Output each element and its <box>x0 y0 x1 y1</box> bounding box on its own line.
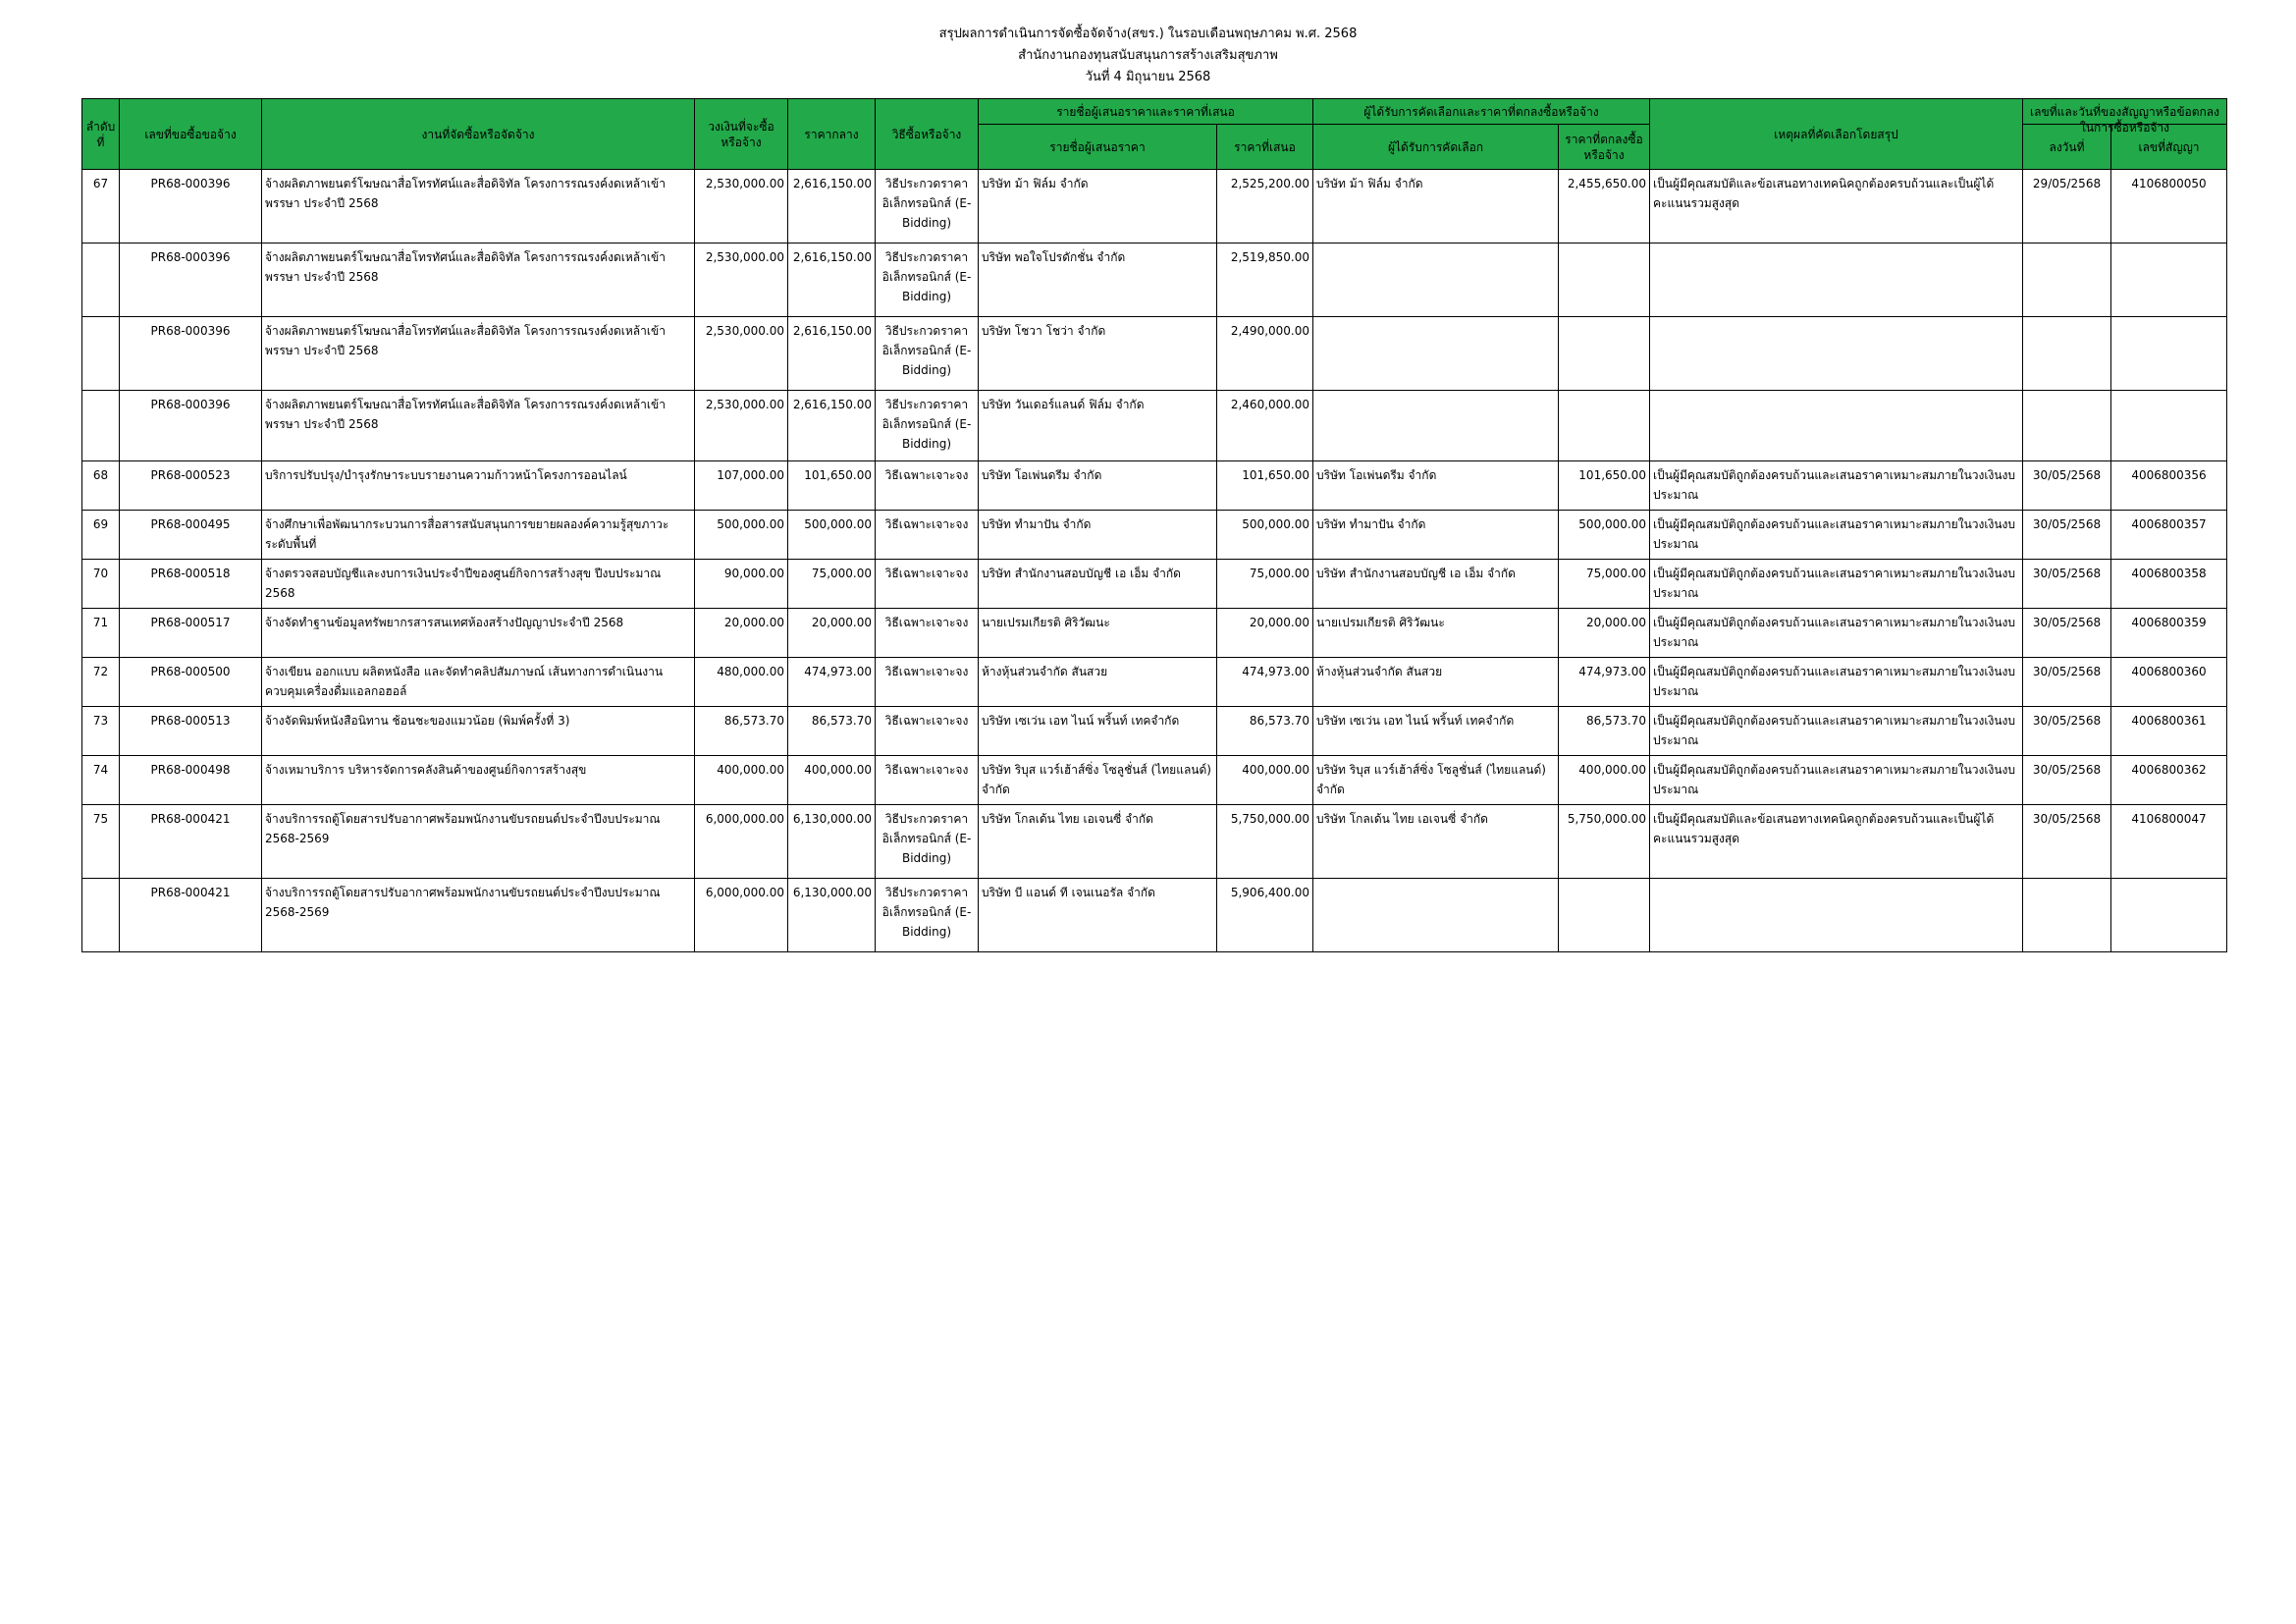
cell-date: 30/05/2568 <box>2023 756 2111 805</box>
cell-date <box>2023 879 2111 952</box>
cell-agreed <box>1559 244 1650 317</box>
cell-bidder: ห้างหุ้นส่วนจำกัด สันสวย <box>979 658 1217 707</box>
cell-work: จ้างเขียน ออกแบบ ผลิตหนังสือ และจัดทำคลิปสัมภาษณ์ เส้นทางการดำเนินงานควบคุมเครื่องดื่มแอลกอฮอล์ <box>262 658 695 707</box>
cell-selected: บริษัท เซเว่น เอท ไนน์ พริ้นท์ เทคจำกัด <box>1313 707 1559 756</box>
cell-method: วิธีประกวดราคาอิเล็กทรอนิกส์ (E-Bidding) <box>876 244 979 317</box>
cell-selected: ห้างหุ้นส่วนจำกัด สันสวย <box>1313 658 1559 707</box>
cell-pr: PR68-000396 <box>120 391 262 461</box>
cell-work: จ้างผลิตภาพยนตร์โฆษณาสื่อโทรทัศน์และสื่อดิจิทัล โครงการรณรงค์งดเหล้าเข้าพรรษา ประจำปี 2568 <box>262 170 695 244</box>
cell-date: 30/05/2568 <box>2023 805 2111 879</box>
col-selected-group <box>1313 99 1650 125</box>
cell-seq: 71 <box>82 609 120 658</box>
cell-budget: 90,000.00 <box>695 560 788 609</box>
table-row <box>82 511 2227 560</box>
cell-date: 30/05/2568 <box>2023 511 2111 560</box>
cell-seq: 73 <box>82 707 120 756</box>
cell-contract <box>2111 244 2227 317</box>
cell-bid: 500,000.00 <box>1217 511 1313 560</box>
cell-method: วิธีเฉพาะเจาะจง <box>876 609 979 658</box>
cell-reason <box>1650 317 2023 391</box>
cell-budget: 500,000.00 <box>695 511 788 560</box>
cell-seq: 67 <box>82 170 120 244</box>
cell-date <box>2023 317 2111 391</box>
cell-contract: 4106800050 <box>2111 170 2227 244</box>
cell-selected: บริษัท ม้า ฟิล์ม จำกัด <box>1313 170 1559 244</box>
cell-bid: 2,519,850.00 <box>1217 244 1313 317</box>
cell-reason: เป็นผู้มีคุณสมบัติถูกต้องครบถ้วนและเสนอราคาเหมาะสมภายในวงเงินงบประมาณ <box>1650 756 2023 805</box>
cell-pr: PR68-000421 <box>120 879 262 952</box>
cell-agreed: 20,000.00 <box>1559 609 1650 658</box>
cell-method: วิธีเฉพาะเจาะจง <box>876 461 979 511</box>
cell-bidder: บริษัท โกลเด้น ไทย เอเจนซี่ จำกัด <box>979 805 1217 879</box>
cell-agreed: 101,650.00 <box>1559 461 1650 511</box>
cell-bidder: บริษัท วันเดอร์แลนด์ ฟิล์ม จำกัด <box>979 391 1217 461</box>
cell-bidder: นายเปรมเกียรติ ศิริวัฒนะ <box>979 609 1217 658</box>
cell-reason <box>1650 879 2023 952</box>
cell-work: จ้างจัดทำฐานข้อมูลทรัพยากรสารสนเทศห้องสร้างปัญญาประจำปี 2568 <box>262 609 695 658</box>
cell-reason: เป็นผู้มีคุณสมบัติถูกต้องครบถ้วนและเสนอราคาเหมาะสมภายในวงเงินงบประมาณ <box>1650 560 2023 609</box>
cell-reason: เป็นผู้มีคุณสมบัติถูกต้องครบถ้วนและเสนอราคาเหมาะสมภายในวงเงินงบประมาณ <box>1650 658 2023 707</box>
cell-budget: 6,000,000.00 <box>695 805 788 879</box>
cell-budget: 2,530,000.00 <box>695 170 788 244</box>
cell-bid: 101,650.00 <box>1217 461 1313 511</box>
cell-selected: บริษัท โกลเด้น ไทย เอเจนซี่ จำกัด <box>1313 805 1559 879</box>
cell-date <box>2023 391 2111 461</box>
col-contract-group <box>2023 99 2227 135</box>
cell-work: จ้างบริการรถตู้โดยสารปรับอากาศพร้อมพนักงานขับรถยนต์ประจำปีงบประมาณ 2568-2569 <box>262 879 695 952</box>
cell-bidder: บริษัท โอเพ่นดรีม จำกัด <box>979 461 1217 511</box>
col-seq: ลำดับที่ <box>82 99 120 170</box>
table-row <box>82 244 2227 317</box>
col-date: ลงวันที่ <box>2023 125 2111 170</box>
cell-reason: เป็นผู้มีคุณสมบัติถูกต้องครบถ้วนและเสนอราคาเหมาะสมภายในวงเงินงบประมาณ <box>1650 609 2023 658</box>
cell-pr: PR68-000518 <box>120 560 262 609</box>
cell-method: วิธีประกวดราคาอิเล็กทรอนิกส์ (E-Bidding) <box>876 391 979 461</box>
cell-reason: เป็นผู้มีคุณสมบัติและข้อเสนอทางเทคนิคถูกต้องครบถ้วนและเป็นผู้ได้คะแนนรวมสูงสุด <box>1650 805 2023 879</box>
cell-date: 30/05/2568 <box>2023 560 2111 609</box>
cell-median: 2,616,150.00 <box>788 317 876 391</box>
cell-pr: PR68-000396 <box>120 170 262 244</box>
cell-bid: 2,490,000.00 <box>1217 317 1313 391</box>
cell-date: 30/05/2568 <box>2023 707 2111 756</box>
cell-agreed: 2,455,650.00 <box>1559 170 1650 244</box>
col-median: ราคากลาง <box>788 99 876 170</box>
cell-bid: 474,973.00 <box>1217 658 1313 707</box>
col-method: วิธีซื้อหรือจ้าง <box>876 99 979 170</box>
cell-budget: 107,000.00 <box>695 461 788 511</box>
report-date: วันที่ 4 มิถุนายน 2568 <box>1085 70 1211 84</box>
table-row <box>82 391 2227 461</box>
cell-pr: PR68-000498 <box>120 756 262 805</box>
cell-work: จ้างเหมาบริการ บริหารจัดการคลังสินค้าของศูนย์กิจการสร้างสุข <box>262 756 695 805</box>
cell-bidder: บริษัท ริบุส แวร์เฮ้าส์ซิ่ง โซลูชั่นส์ (ไทยแลนด์) จำกัด <box>979 756 1217 805</box>
cell-pr: PR68-000513 <box>120 707 262 756</box>
table-row <box>82 560 2227 609</box>
col-bid-price: ราคาที่เสนอ <box>1217 125 1313 170</box>
cell-seq <box>82 317 120 391</box>
cell-seq: 74 <box>82 756 120 805</box>
cell-selected: บริษัท ริบุส แวร์เฮ้าส์ซิ่ง โซลูชั่นส์ (ไทยแลนด์) จำกัด <box>1313 756 1559 805</box>
cell-method: วิธีเฉพาะเจาะจง <box>876 511 979 560</box>
cell-bid: 5,906,400.00 <box>1217 879 1313 952</box>
cell-bid: 75,000.00 <box>1217 560 1313 609</box>
cell-budget: 400,000.00 <box>695 756 788 805</box>
cell-seq <box>82 391 120 461</box>
cell-seq: 69 <box>82 511 120 560</box>
cell-agreed: 86,573.70 <box>1559 707 1650 756</box>
cell-work: จ้างตรวจสอบบัญชีและงบการเงินประจำปีของศูนย์กิจการสร้างสุข ปีงบประมาณ 2568 <box>262 560 695 609</box>
cell-work: จ้างผลิตภาพยนตร์โฆษณาสื่อโทรทัศน์และสื่อดิจิทัล โครงการรณรงค์งดเหล้าเข้าพรรษา ประจำปี 2568 <box>262 391 695 461</box>
cell-method: วิธีประกวดราคาอิเล็กทรอนิกส์ (E-Bidding) <box>876 805 979 879</box>
cell-reason <box>1650 391 2023 461</box>
cell-budget: 20,000.00 <box>695 609 788 658</box>
cell-median: 6,130,000.00 <box>788 805 876 879</box>
cell-date: 30/05/2568 <box>2023 658 2111 707</box>
cell-bidder: บริษัท สำนักงานสอบบัญชี เอ เอ็ม จำกัด <box>979 560 1217 609</box>
cell-median: 75,000.00 <box>788 560 876 609</box>
cell-median: 101,650.00 <box>788 461 876 511</box>
cell-pr: PR68-000396 <box>120 317 262 391</box>
cell-reason: เป็นผู้มีคุณสมบัติถูกต้องครบถ้วนและเสนอราคาเหมาะสมภายในวงเงินงบประมาณ <box>1650 707 2023 756</box>
cell-median: 20,000.00 <box>788 609 876 658</box>
cell-bidder: บริษัท เซเว่น เอท ไนน์ พริ้นท์ เทคจำกัด <box>979 707 1217 756</box>
cell-contract: 4006800362 <box>2111 756 2227 805</box>
table-row <box>82 609 2227 658</box>
table-row <box>82 317 2227 391</box>
cell-bid: 400,000.00 <box>1217 756 1313 805</box>
cell-budget: 2,530,000.00 <box>695 391 788 461</box>
cell-agreed <box>1559 391 1650 461</box>
cell-reason: เป็นผู้มีคุณสมบัติถูกต้องครบถ้วนและเสนอราคาเหมาะสมภายในวงเงินงบประมาณ <box>1650 461 2023 511</box>
cell-median: 2,616,150.00 <box>788 391 876 461</box>
cell-selected <box>1313 317 1559 391</box>
cell-pr: PR68-000396 <box>120 244 262 317</box>
agency-name: สำนักงานกองทุนสนับสนุนการสร้างเสริมสุขภาพ <box>1018 48 1278 63</box>
cell-bidder: บริษัท ม้า ฟิล์ม จำกัด <box>979 170 1217 244</box>
col-reason: เหตุผลที่คัดเลือกโดยสรุป <box>1650 99 2023 170</box>
table-row <box>82 658 2227 707</box>
table-row <box>82 170 2227 244</box>
table-row <box>82 756 2227 805</box>
cell-budget: 2,530,000.00 <box>695 244 788 317</box>
table-row <box>82 461 2227 511</box>
cell-work: จ้างผลิตภาพยนตร์โฆษณาสื่อโทรทัศน์และสื่อดิจิทัล โครงการรณรงค์งดเหล้าเข้าพรรษา ประจำปี 2568 <box>262 317 695 391</box>
col-work: งานที่จัดซื้อหรือจัดจ้าง <box>262 99 695 170</box>
cell-date: 29/05/2568 <box>2023 170 2111 244</box>
col-agreed-price: ราคาที่ตกลงซื้อหรือจ้าง <box>1559 125 1650 170</box>
cell-median: 2,616,150.00 <box>788 170 876 244</box>
cell-bidder: บริษัท บี แอนด์ ที เจนเนอรัล จำกัด <box>979 879 1217 952</box>
col-bidder-group: รายชื่อผู้เสนอราคาและราคาที่เสนอ <box>979 99 1313 125</box>
cell-agreed: 400,000.00 <box>1559 756 1650 805</box>
cell-median: 500,000.00 <box>788 511 876 560</box>
cell-pr: PR68-000495 <box>120 511 262 560</box>
col-contract-group-label: เลขที่และวันที่ของสัญญาหรือข้อตกลงในการซื้อหรือจ้าง <box>2030 104 2220 135</box>
cell-bidder: บริษัท โชวา โชว่า จำกัด <box>979 317 1217 391</box>
cell-method: วิธีประกวดราคาอิเล็กทรอนิกส์ (E-Bidding) <box>876 879 979 952</box>
report-title-block <box>0 24 2296 88</box>
cell-agreed: 474,973.00 <box>1559 658 1650 707</box>
cell-method: วิธีเฉพาะเจาะจง <box>876 756 979 805</box>
table-row <box>82 879 2227 952</box>
cell-reason <box>1650 244 2023 317</box>
cell-method: วิธีเฉพาะเจาะจง <box>876 707 979 756</box>
col-contract-no: เลขที่สัญญา <box>2111 125 2227 170</box>
cell-date: 30/05/2568 <box>2023 609 2111 658</box>
cell-work: จ้างผลิตภาพยนตร์โฆษณาสื่อโทรทัศน์และสื่อดิจิทัล โครงการรณรงค์งดเหล้าเข้าพรรษา ประจำปี 2568 <box>262 244 695 317</box>
cell-budget: 2,530,000.00 <box>695 317 788 391</box>
cell-method: วิธีเฉพาะเจาะจง <box>876 560 979 609</box>
cell-contract: 4106800047 <box>2111 805 2227 879</box>
table-body <box>82 170 2227 952</box>
cell-agreed <box>1559 879 1650 952</box>
cell-reason: เป็นผู้มีคุณสมบัติและข้อเสนอทางเทคนิคถูกต้องครบถ้วนและเป็นผู้ได้คะแนนรวมสูงสุด <box>1650 170 2023 244</box>
header-row-1 <box>82 99 2227 125</box>
cell-work: จ้างบริการรถตู้โดยสารปรับอากาศพร้อมพนักงานขับรถยนต์ประจำปีงบประมาณ 2568-2569 <box>262 805 695 879</box>
cell-date <box>2023 244 2111 317</box>
cell-seq <box>82 244 120 317</box>
cell-selected: บริษัท สำนักงานสอบบัญชี เอ เอ็ม จำกัด <box>1313 560 1559 609</box>
cell-contract: 4006800360 <box>2111 658 2227 707</box>
cell-seq: 70 <box>82 560 120 609</box>
procurement-table <box>81 98 2227 952</box>
cell-contract: 4006800361 <box>2111 707 2227 756</box>
cell-bidder: บริษัท พอใจโปรดักชั่น จำกัด <box>979 244 1217 317</box>
cell-selected <box>1313 391 1559 461</box>
cell-bid: 5,750,000.00 <box>1217 805 1313 879</box>
table-row <box>82 805 2227 879</box>
cell-method: วิธีประกวดราคาอิเล็กทรอนิกส์ (E-Bidding) <box>876 317 979 391</box>
cell-bid: 86,573.70 <box>1217 707 1313 756</box>
cell-seq <box>82 879 120 952</box>
cell-selected: บริษัท ทำมาปัน จำกัด <box>1313 511 1559 560</box>
cell-contract <box>2111 879 2227 952</box>
col-budget: วงเงินที่จะซื้อหรือจ้าง <box>695 99 788 170</box>
table-row <box>82 707 2227 756</box>
cell-contract: 4006800357 <box>2111 511 2227 560</box>
cell-seq: 75 <box>82 805 120 879</box>
cell-date: 30/05/2568 <box>2023 461 2111 511</box>
cell-seq: 72 <box>82 658 120 707</box>
report-title: สรุปผลการดำเนินการจัดซื้อจัดจ้าง(สขร.) ในรอบเดือนพฤษภาคม พ.ศ. 2568 <box>938 27 1358 41</box>
cell-selected: นายเปรมเกียรติ ศิริวัฒนะ <box>1313 609 1559 658</box>
cell-median: 6,130,000.00 <box>788 879 876 952</box>
cell-contract: 4006800359 <box>2111 609 2227 658</box>
cell-budget: 480,000.00 <box>695 658 788 707</box>
cell-agreed: 5,750,000.00 <box>1559 805 1650 879</box>
col-selected-group-label: ผู้ได้รับการคัดเลือกและราคาที่ตกลงซื้อหรือจ้าง <box>1363 104 1599 119</box>
cell-median: 474,973.00 <box>788 658 876 707</box>
cell-pr: PR68-000523 <box>120 461 262 511</box>
cell-contract <box>2111 391 2227 461</box>
cell-median: 400,000.00 <box>788 756 876 805</box>
cell-median: 2,616,150.00 <box>788 244 876 317</box>
cell-work: จ้างจัดพิมพ์หนังสือนิทาน ช้อนชะของแมวน้อย (พิมพ์ครั้งที่ 3) <box>262 707 695 756</box>
cell-selected: บริษัท โอเพ่นดรีม จำกัด <box>1313 461 1559 511</box>
cell-bidder: บริษัท ทำมาปัน จำกัด <box>979 511 1217 560</box>
cell-selected <box>1313 879 1559 952</box>
cell-agreed <box>1559 317 1650 391</box>
cell-agreed: 75,000.00 <box>1559 560 1650 609</box>
cell-reason: เป็นผู้มีคุณสมบัติถูกต้องครบถ้วนและเสนอราคาเหมาะสมภายในวงเงินงบประมาณ <box>1650 511 2023 560</box>
cell-bid: 2,525,200.00 <box>1217 170 1313 244</box>
cell-budget: 86,573.70 <box>695 707 788 756</box>
cell-method: วิธีเฉพาะเจาะจง <box>876 658 979 707</box>
cell-median: 86,573.70 <box>788 707 876 756</box>
cell-selected <box>1313 244 1559 317</box>
cell-work: จ้างศึกษาเพื่อพัฒนากระบวนการสื่อสารสนับสนุนการขยายผลองค์ความรู้สุขภาวะระดับพื้นที่ <box>262 511 695 560</box>
cell-work: บริการปรับปรุง/บำรุงรักษาระบบรายงานความก้าวหน้าโครงการออนไลน์ <box>262 461 695 511</box>
col-selected: ผู้ได้รับการคัดเลือก <box>1313 125 1559 170</box>
cell-contract: 4006800356 <box>2111 461 2227 511</box>
col-pr: เลขที่ขอซื้อขอจ้าง <box>120 99 262 170</box>
cell-pr: PR68-000421 <box>120 805 262 879</box>
cell-budget: 6,000,000.00 <box>695 879 788 952</box>
cell-bid: 2,460,000.00 <box>1217 391 1313 461</box>
cell-agreed: 500,000.00 <box>1559 511 1650 560</box>
cell-method: วิธีประกวดราคาอิเล็กทรอนิกส์ (E-Bidding) <box>876 170 979 244</box>
cell-contract <box>2111 317 2227 391</box>
cell-pr: PR68-000500 <box>120 658 262 707</box>
cell-contract: 4006800358 <box>2111 560 2227 609</box>
cell-bid: 20,000.00 <box>1217 609 1313 658</box>
cell-seq: 68 <box>82 461 120 511</box>
cell-pr: PR68-000517 <box>120 609 262 658</box>
col-bidder-name: รายชื่อผู้เสนอราคา <box>979 125 1217 170</box>
